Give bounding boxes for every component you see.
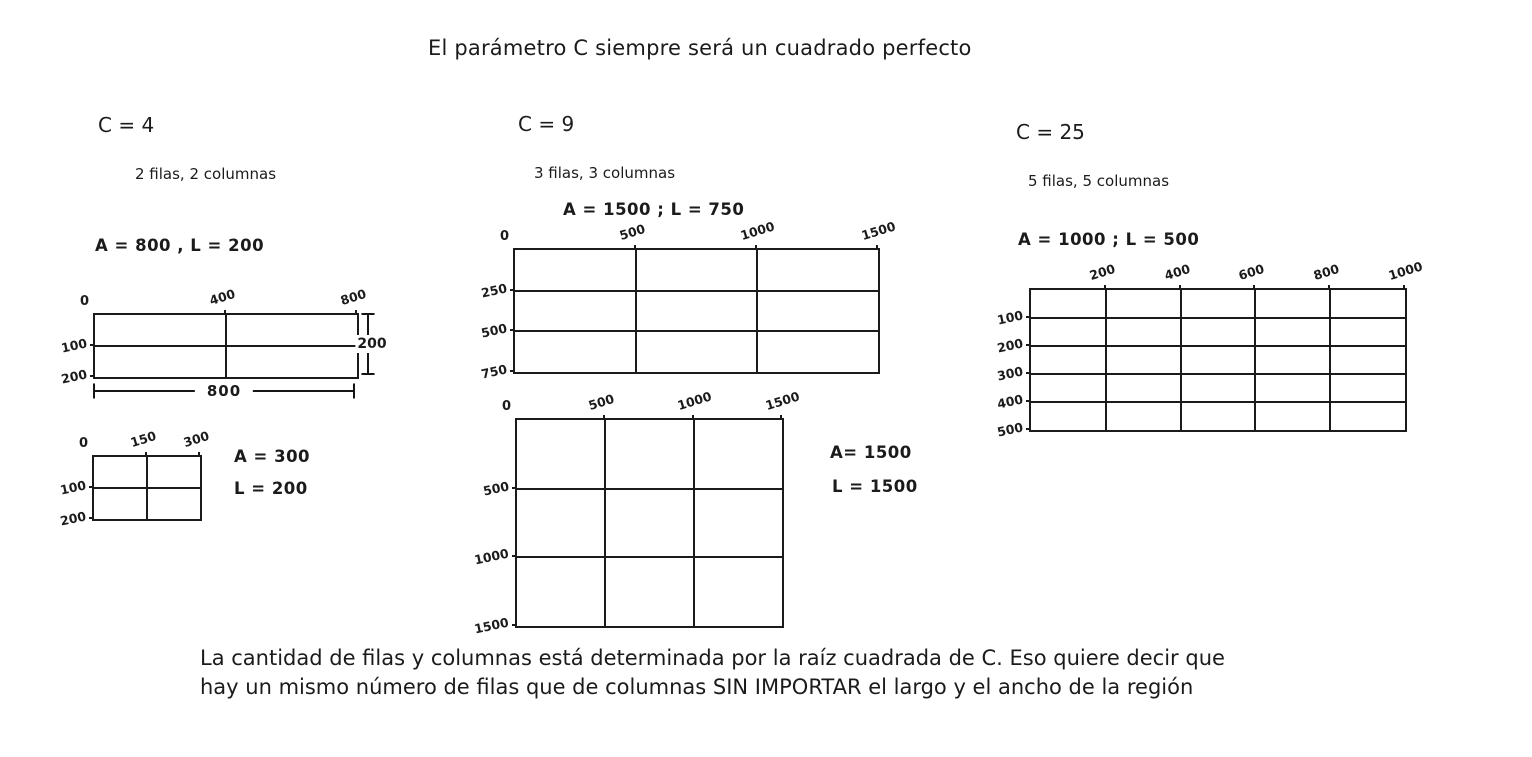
c9-grid1-area-length-label: A = 1500 ; L = 750	[563, 200, 745, 219]
grid-horizontal-line	[517, 488, 782, 490]
x-tick-label: 600	[1237, 261, 1267, 283]
y-tick-label: 500	[481, 478, 511, 499]
origin-tick-label: 0	[502, 399, 512, 414]
y-tick-mark	[1026, 400, 1031, 402]
c4-width-dimension-bracket	[93, 383, 355, 398]
c25-grid-1000x500	[995, 258, 1425, 440]
c9-grid2-length-label: L = 1500	[832, 477, 918, 496]
grid-horizontal-line	[95, 345, 357, 347]
c4-grid-800x200	[59, 286, 368, 387]
y-tick-mark	[1026, 428, 1031, 430]
y-tick-mark	[1026, 344, 1031, 346]
footer-note-line2: hay un mismo número de filas que de columnas SIN IMPORTAR el largo y el ancho de la región	[200, 675, 1194, 699]
x-tick-mark	[145, 452, 147, 457]
y-tick-label: 300	[995, 363, 1025, 384]
x-tick-mark	[1179, 285, 1181, 290]
grid-horizontal-line	[1031, 345, 1405, 347]
grid-horizontal-line	[94, 487, 200, 489]
x-tick-label: 150	[128, 428, 158, 450]
y-tick-mark	[1026, 372, 1031, 374]
y-tick-label: 100	[59, 335, 89, 356]
y-tick-label: 250	[479, 280, 509, 301]
grid-vertical-line	[1105, 290, 1107, 430]
y-tick-label: 100	[58, 477, 88, 498]
c9-grid-1500x1500	[473, 388, 802, 637]
y-tick-label: 200	[59, 366, 89, 387]
page-title: El parámetro C siempre será un cuadrado perfecto	[428, 36, 972, 60]
grid-horizontal-line	[515, 290, 878, 292]
c4-grid-300x200	[58, 428, 211, 529]
origin-tick-label: 0	[79, 436, 89, 451]
y-tick-mark	[89, 517, 94, 519]
c9-grid-1500x750	[479, 218, 898, 382]
x-tick-mark	[780, 415, 782, 420]
c9-rows-cols-label: 3 filas, 3 columnas	[534, 164, 676, 182]
x-tick-label: 500	[586, 391, 617, 413]
x-tick-mark	[876, 245, 878, 250]
x-tick-label: 400	[207, 286, 237, 308]
x-tick-label: 1000	[675, 388, 713, 413]
grid-horizontal-line	[1031, 401, 1405, 403]
c25-rows-cols-label: 5 filas, 5 columnas	[1028, 172, 1170, 190]
grid-vertical-line	[635, 250, 637, 372]
x-tick-label: 1000	[738, 218, 777, 243]
x-tick-mark	[224, 310, 226, 315]
x-tick-label: 1500	[859, 218, 898, 243]
grid-vertical-line	[604, 420, 606, 626]
y-tick-label: 500	[479, 320, 509, 341]
x-tick-mark	[755, 245, 757, 250]
y-tick-mark	[90, 375, 95, 377]
grid-vertical-line	[1254, 290, 1256, 430]
c4-height-dimension-bracket	[357, 313, 387, 375]
x-tick-label: 800	[338, 286, 368, 308]
x-tick-label: 200	[1087, 261, 1117, 283]
x-tick-mark	[1253, 285, 1255, 290]
y-tick-mark	[1026, 316, 1031, 318]
y-tick-label: 1500	[473, 614, 511, 637]
x-tick-label: 800	[1311, 261, 1342, 283]
c4-grid1-area-length-label: A = 800 , L = 200	[95, 236, 265, 255]
c4-equation: C = 4	[98, 113, 155, 137]
width-dimension-label: 800	[195, 382, 253, 400]
x-tick-mark	[1328, 285, 1330, 290]
x-tick-mark	[198, 452, 200, 457]
grid-horizontal-line	[517, 556, 782, 558]
origin-tick-label: 0	[80, 294, 90, 309]
grid-vertical-line	[693, 420, 695, 626]
c4-grid2-length-label: L = 200	[234, 479, 308, 498]
c4-rows-cols-label: 2 filas, 2 columnas	[135, 165, 277, 183]
y-tick-mark	[512, 624, 517, 626]
y-tick-mark	[512, 487, 517, 489]
c4-grid2-area-label: A = 300	[234, 447, 311, 466]
y-tick-mark	[90, 344, 95, 346]
grid-vertical-line	[1329, 290, 1331, 430]
x-tick-mark	[692, 415, 694, 420]
y-tick-mark	[510, 329, 515, 331]
c25-grid1-area-length-label: A = 1000 ; L = 500	[1018, 230, 1200, 249]
x-tick-label: 1500	[763, 388, 802, 413]
c25-equation: C = 25	[1016, 120, 1085, 144]
grid-horizontal-line	[515, 330, 878, 332]
x-tick-mark	[634, 245, 636, 250]
y-tick-label: 400	[995, 391, 1025, 412]
x-tick-label: 1000	[1386, 258, 1425, 283]
y-tick-label: 200	[995, 335, 1025, 356]
grid-vertical-line	[1180, 290, 1182, 430]
y-tick-label: 750	[479, 361, 509, 382]
grid-horizontal-line	[1031, 317, 1405, 319]
x-tick-label: 400	[1162, 261, 1192, 283]
y-tick-label: 1000	[473, 545, 511, 568]
y-tick-mark	[510, 370, 515, 372]
x-tick-label: 300	[181, 428, 211, 450]
y-tick-mark	[512, 555, 517, 557]
y-tick-label: 500	[995, 419, 1025, 440]
height-dimension-label: 200	[357, 336, 387, 352]
y-tick-label: 200	[58, 508, 88, 529]
x-tick-label: 500	[617, 221, 647, 243]
c9-equation: C = 9	[518, 112, 575, 136]
origin-tick-label: 0	[500, 229, 510, 244]
x-tick-mark	[355, 310, 357, 315]
x-tick-mark	[603, 415, 605, 420]
y-tick-mark	[510, 289, 515, 291]
x-tick-mark	[1403, 285, 1405, 290]
y-tick-mark	[89, 486, 94, 488]
grid-horizontal-line	[1031, 373, 1405, 375]
x-tick-mark	[1104, 285, 1106, 290]
c9-grid2-area-label: A= 1500	[830, 443, 912, 462]
footer-note-line1: La cantidad de filas y columnas está determinada por la raíz cuadrada de C. Eso quiere decir que	[200, 646, 1225, 670]
grid-vertical-line	[756, 250, 758, 372]
y-tick-label: 100	[995, 307, 1025, 328]
